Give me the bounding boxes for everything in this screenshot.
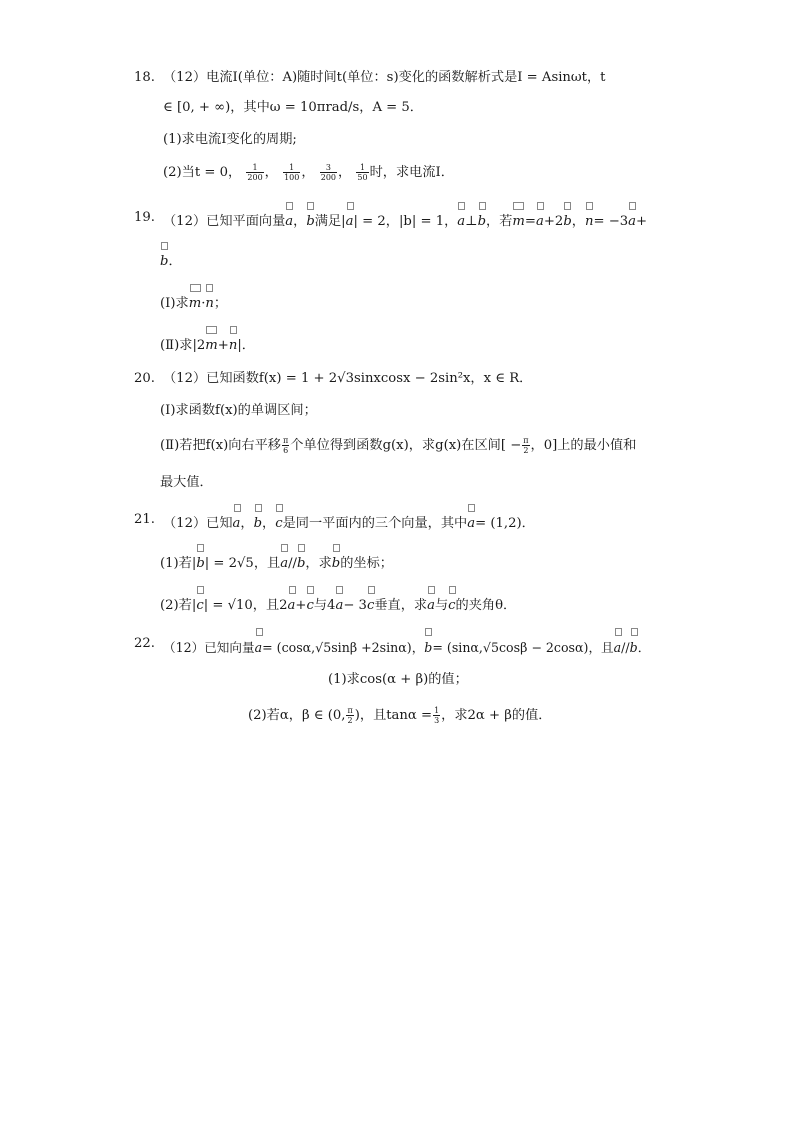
vector-c: c bbox=[275, 510, 282, 534]
vector-a: a bbox=[457, 208, 465, 232]
vector-n: n bbox=[585, 208, 594, 232]
q22-part2: (2)若α，β ∈ (0, $\frac{\pi}{2}$ )，且tanα = $\frac{1}{3}$ ，求2α + β的值． bbox=[248, 706, 552, 725]
q20-part2-line2: 最大值． bbox=[160, 475, 213, 490]
q22-part1: (1)求cos(α + β)的值； bbox=[328, 672, 468, 687]
q21-part2: (2)若| c| = √10，且2 a+ c与4 a− 3 c垂直，求 a与 c的夹角θ． bbox=[160, 592, 516, 616]
q18-frac-3: $\frac{3}{200}$ bbox=[320, 163, 337, 182]
q22-frac-third: $\frac{1}{3}$ bbox=[434, 706, 440, 725]
vector-b: b bbox=[160, 248, 168, 272]
vector-c: c bbox=[367, 592, 374, 616]
q18-part2-post: 时，求电流I． bbox=[369, 165, 454, 180]
vector-m: m bbox=[512, 208, 525, 232]
q18-part2-pre: (2)当t = 0， bbox=[163, 165, 242, 180]
q18-part1: (1)求电流I变化的周期; bbox=[163, 132, 297, 147]
q21-part1: (1)若| b| = 2√5，且 a// b，求 b的坐标； bbox=[160, 550, 393, 574]
vector-b: b bbox=[196, 550, 204, 574]
q21-line1: （12）已知 a， b， c是同一平面内的三个向量，其中 a= (1,2)． bbox=[163, 510, 535, 534]
vector-n: n bbox=[205, 290, 214, 314]
vector-a: a bbox=[335, 592, 343, 616]
q20-part2: (Ⅱ)若把f(x)向右平移 $\frac{\pi}{6}$ 个单位得到函数g(x)，求g(x)在区间[ − $\frac{\pi}{2}$ ，0]上的最小值和 bbox=[160, 436, 637, 455]
vector-a: a bbox=[467, 510, 475, 534]
q18-line1: （12）电流I(单位：A)随时间t(单位：s)变化的函数解析式是I = Asinωt，t bbox=[163, 70, 606, 85]
q19-line2: b． bbox=[160, 248, 182, 272]
vector-a: a bbox=[255, 634, 263, 658]
q19-number: 19. bbox=[134, 210, 155, 225]
vector-b: b bbox=[630, 634, 638, 658]
vector-m: m bbox=[205, 332, 218, 356]
q20-frac-shift: $\frac{\pi}{6}$ bbox=[283, 436, 289, 455]
q22-line1: （12）已知向量 a= (cosα,√5sinβ +2sinα)， b= (sinα,√5cosβ − 2cosα)，且 a// b． bbox=[163, 634, 650, 658]
q19-part2: (Ⅱ)求|2 m+ n|． bbox=[160, 332, 255, 356]
vector-b: b bbox=[254, 510, 262, 534]
vector-b: b bbox=[297, 550, 305, 574]
q21-number: 21. bbox=[134, 512, 155, 527]
q18-frac-4: $\frac{1}{50}$ bbox=[357, 163, 368, 182]
q19-line1: （12）已知平面向量 a， b满足| a| = 2，|b| = 1， a⊥ b，若 m= a+2 b， n= −3 a+ bbox=[163, 208, 647, 232]
vector-c: c bbox=[448, 592, 455, 616]
q20-frac-interval: $\frac{\pi}{2}$ bbox=[523, 436, 529, 455]
vector-a: a bbox=[427, 592, 435, 616]
q20-part1: (Ⅰ)求函数f(x)的单调区间； bbox=[160, 403, 317, 418]
q18-number: 18. bbox=[134, 70, 155, 85]
q18-frac-1: $\frac{1}{200}$ bbox=[247, 163, 263, 182]
vector-b: b bbox=[424, 634, 432, 658]
q18-part2: (2)当t = 0， $\frac{1}{200}$ ， $\frac{1}{100}$ ， $\frac{3}{200}$ ， $\frac{1}{50}$ 时，求电流I． bbox=[163, 163, 454, 182]
q22-frac-pi2: $\frac{\pi}{2}$ bbox=[347, 706, 353, 725]
vector-a: a bbox=[346, 208, 354, 232]
vector-a: a bbox=[280, 550, 288, 574]
vector-b: b bbox=[332, 550, 340, 574]
vector-b: b bbox=[478, 208, 486, 232]
vector-m: m bbox=[189, 290, 202, 314]
vector-a: a bbox=[233, 510, 241, 534]
vector-a: a bbox=[288, 592, 296, 616]
q18-line2: ∈ [0, + ∞)，其中ω = 10πrad/s，A = 5． bbox=[163, 100, 423, 115]
vector-a: a bbox=[614, 634, 622, 658]
vector-c: c bbox=[196, 592, 203, 616]
q22-number: 22. bbox=[134, 636, 155, 651]
q19-part1: (Ⅰ)求 m· n； bbox=[160, 290, 227, 314]
vector-a: a bbox=[536, 208, 544, 232]
vector-n: n bbox=[229, 332, 238, 356]
vector-c: c bbox=[306, 592, 313, 616]
q18-frac-2: $\frac{1}{100}$ bbox=[284, 163, 300, 182]
q20-line1: （12）已知函数f(x) = 1 + 2√3sinxcosx − 2sin²x，x ∈ R． bbox=[163, 371, 533, 386]
vector-a: a bbox=[285, 208, 293, 232]
vector-b: b bbox=[306, 208, 314, 232]
vector-b: b bbox=[563, 208, 571, 232]
q20-number: 20. bbox=[134, 371, 155, 386]
vector-a: a bbox=[628, 208, 636, 232]
